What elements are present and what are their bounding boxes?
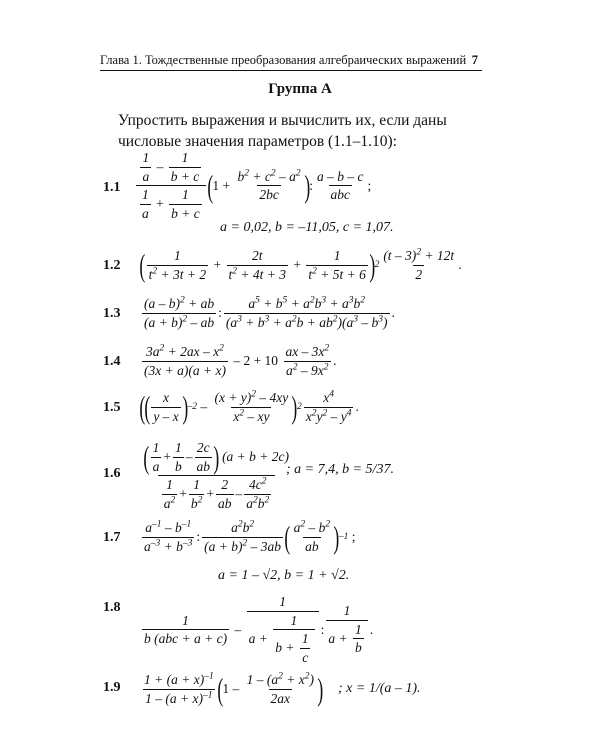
- formula-1-7: $\frac{a^{-1} - b^{-1}}{a^{-3} + b^{-3}}$ : $\frac{a^2b^2}{(a + b)^2 - 3ab}$ ( $\frac{a^2 - b^2}{ab}$ ) –1 ;: [144, 519, 356, 556]
- formula-1-9: $\frac{1 + (a + x)^{-1}}{1 - (a + x)^{-1}}$ ( 1 – $\frac{1 - (a^2 + x^2)}{2ax}$ ): [144, 671, 324, 708]
- page-number: 7: [471, 53, 478, 67]
- formula-1-8: $\frac{1}{\text{b (abc + a + c)}}$ – 1 a + 1 b + $\frac{1}{c}$ : 1 a + $\frac{1}{b}$ .: [144, 594, 374, 665]
- problem-number: 1.1: [103, 180, 121, 195]
- problem-number: 1.7: [103, 530, 121, 545]
- problem-number: 1.2: [103, 258, 121, 273]
- header-rule: [100, 70, 482, 71]
- problem-number: 1.4: [103, 354, 121, 369]
- condition-1-7: a = 1 – √2, b = 1 + √2.: [218, 568, 350, 583]
- condition-1-1: a = 0,02, b = –11,05, c = 1,07.: [220, 220, 394, 235]
- formula-1-2: ( $\frac{1}{t^2 + 3t + 2}$ + $\frac{2t}{t^2 + 4t + 3}$ + $\frac{1}{t^2 + 5t + 6}$ ) 2 $\frac{(t - 3)^2 + 12t}{2}$ .: [139, 247, 462, 284]
- group-title: Группа А: [268, 81, 332, 97]
- formula-1-1: $\frac{1}{a}$ – $\frac{1}{b + c}$ $\frac{1}{a}$ + $\frac{1}{b + c}$ ( 1 + $\frac{b^2 + c^2 - a^2}{2bc}$ ) : $\frac{a - b - c}{\text{abc}}$ ;: [134, 150, 371, 221]
- problem-number: 1.5: [103, 400, 121, 415]
- problem-number: 1.3: [103, 306, 121, 321]
- problem-number: 1.9: [103, 680, 121, 695]
- formula-1-6: ( $\frac{1}{a}$ + $\frac{1}{b}$ – $\frac{2c}{ab}$ ) (a + b + 2c) $\frac{1}{a^2}$ + $\frac{1}{b^2}$ + $\frac{2}{ab}$ – $\frac{4c^2}{a^2b^2}$: [143, 439, 290, 511]
- formula-1-4: $\frac{3a^2 + 2ax - x^2}{(3x + a)(a + x)}$ – 2 + 10 $\frac{ax - 3x^2}{a^2 - 9x^2}$ .: [144, 343, 337, 378]
- problem-number: 1.8: [103, 600, 121, 615]
- chapter-title: Глава 1. Тождественные преобразования алгебраических выражений: [100, 53, 467, 67]
- formula-1-3: $\frac{(a - b)^2 + ab}{(a + b)^2 - ab}$ : $\frac{a^5 + b^5 + a^2b^3 + a^3b^2}{(a^3 + b^3 + a^2b + ab^2)(a^3 - b^3)}$ .: [144, 295, 395, 330]
- condition-1-6: ; a = 7,4, b = 5/37.: [286, 462, 394, 477]
- condition-1-9: ; x = 1/(a – 1).: [338, 681, 421, 696]
- problem-number: 1.6: [103, 466, 121, 481]
- intro-text: Упростить выражения и вычислить их, если даны числовые значения параметров (1.1–1.10):: [118, 112, 447, 150]
- formula-1-5: ( ( $\frac{x}{y - x}$ ) –2 – $\frac{(x + y)^2 - 4xy}{x^2 - xy}$ ) 2 $\frac{x^4}{x^2y^2 - y^4}$ .: [139, 389, 359, 426]
